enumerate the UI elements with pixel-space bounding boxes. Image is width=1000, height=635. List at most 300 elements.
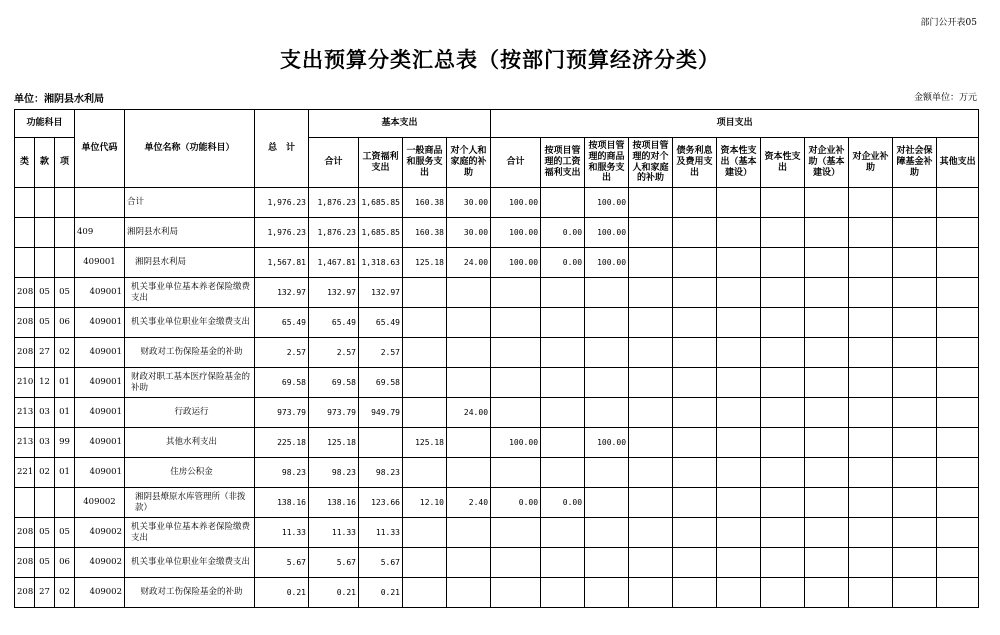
basic-salary-cell: 132.97: [359, 278, 403, 308]
proj-other-cell: [937, 488, 979, 518]
proj-capital-build-cell: [717, 278, 761, 308]
proj-social-cell: [893, 248, 937, 278]
proj-capital-cell: [761, 188, 805, 218]
proj-sum-cell: 100.00: [491, 428, 541, 458]
proj-debt-cell: [673, 368, 717, 398]
lei-cell: 208: [15, 548, 35, 578]
lei-cell: [15, 188, 35, 218]
basic-salary-header: 工资福利支出: [359, 138, 403, 188]
proj-capital-cell: [761, 398, 805, 428]
total-cell: 0.21: [255, 578, 309, 608]
proj-goods-cell: 100.00: [585, 188, 629, 218]
proj-debt-cell: [673, 428, 717, 458]
unit-code-cell: 409001: [75, 368, 125, 398]
unit-code-cell: 409001: [75, 338, 125, 368]
lei-cell: 221: [15, 458, 35, 488]
proj-other-cell: [937, 308, 979, 338]
proj-goods-cell: [585, 548, 629, 578]
proj-capital-build-header: 资本性支出（基本建设）: [717, 138, 761, 188]
proj-personal-cell: [629, 428, 673, 458]
total-cell: 1,976.23: [255, 188, 309, 218]
basic-goods-cell: 160.38: [403, 188, 447, 218]
basic-personal-cell: 30.00: [447, 188, 491, 218]
unit-code-cell: 409001: [75, 248, 125, 278]
proj-social-cell: [893, 548, 937, 578]
basic-personal-header: 对个人和家庭的补助: [447, 138, 491, 188]
unit-code-cell: 409001: [75, 458, 125, 488]
proj-debt-header: 债务利息及费用支出: [673, 138, 717, 188]
unit-name-cell: 机关事业单位基本养老保险缴费支出: [125, 518, 255, 548]
xiang-cell: [55, 488, 75, 518]
proj-other-cell: [937, 398, 979, 428]
total-cell: 1,976.23: [255, 218, 309, 248]
kuan-cell: [35, 488, 55, 518]
basic-goods-cell: [403, 518, 447, 548]
basic-salary-cell: 1,685.85: [359, 188, 403, 218]
proj-debt-cell: [673, 248, 717, 278]
proj-enterprise-build-cell: [805, 518, 849, 548]
total-cell: 11.33: [255, 518, 309, 548]
basic-personal-cell: [447, 578, 491, 608]
proj-salary-cell: [541, 428, 585, 458]
proj-personal-cell: [629, 248, 673, 278]
proj-sum-cell: [491, 458, 541, 488]
basic-sum-cell: 1,876.23: [309, 218, 359, 248]
lei-cell: 208: [15, 278, 35, 308]
proj-salary-cell: 0.00: [541, 248, 585, 278]
basic-personal-cell: [447, 338, 491, 368]
basic-goods-cell: [403, 278, 447, 308]
proj-sum-cell: [491, 278, 541, 308]
proj-enterprise-cell: [849, 578, 893, 608]
basic-salary-cell: 2.57: [359, 338, 403, 368]
proj-sum-cell: 100.00: [491, 218, 541, 248]
unit-label: 单位：湘阴县水利局: [14, 94, 104, 105]
proj-salary-cell: [541, 278, 585, 308]
xiang-cell: 99: [55, 428, 75, 458]
proj-other-cell: [937, 548, 979, 578]
proj-debt-cell: [673, 398, 717, 428]
func-subject-header: 功能科目: [15, 110, 75, 138]
proj-debt-cell: [673, 278, 717, 308]
proj-other-cell: [937, 518, 979, 548]
basic-personal-cell: [447, 548, 491, 578]
proj-sum-cell: [491, 578, 541, 608]
basic-goods-cell: [403, 578, 447, 608]
proj-enterprise-cell: [849, 488, 893, 518]
proj-social-cell: [893, 398, 937, 428]
basic-header: 基本支出: [309, 110, 491, 138]
total-cell: 98.23: [255, 458, 309, 488]
proj-personal-cell: [629, 548, 673, 578]
total-cell: 138.16: [255, 488, 309, 518]
table-row: [15, 308, 979, 338]
table-row: [15, 428, 979, 458]
basic-salary-cell: 949.79: [359, 398, 403, 428]
unit-name-cell: 机关事业单位基本养老保险缴费支出: [125, 278, 255, 308]
proj-other-cell: [937, 218, 979, 248]
unit-name-cell: 湘阴县燎原水库管理所（非拨款）: [125, 488, 255, 518]
unit-name-cell: 财政对工伤保险基金的补助: [125, 338, 255, 368]
proj-personal-header: 按项目管理的对个人和家庭的补助: [629, 138, 673, 188]
proj-social-cell: [893, 278, 937, 308]
proj-capital-cell: [761, 548, 805, 578]
proj-goods-header: 按项目管理的商品和服务支出: [585, 138, 629, 188]
proj-debt-cell: [673, 548, 717, 578]
proj-social-cell: [893, 488, 937, 518]
proj-salary-cell: 0.00: [541, 218, 585, 248]
proj-social-cell: [893, 578, 937, 608]
proj-capital-cell: [761, 218, 805, 248]
proj-enterprise-cell: [849, 338, 893, 368]
unit-name-cell: 湘阴县水利局: [125, 218, 255, 248]
xiang-cell: 02: [55, 338, 75, 368]
basic-sum-cell: 11.33: [309, 518, 359, 548]
proj-debt-cell: [673, 518, 717, 548]
proj-social-cell: [893, 218, 937, 248]
unit-code-cell: 409001: [75, 428, 125, 458]
proj-capital-build-cell: [717, 248, 761, 278]
basic-personal-cell: [447, 368, 491, 398]
total-cell: 5.67: [255, 548, 309, 578]
proj-other-cell: [937, 428, 979, 458]
proj-salary-cell: [541, 188, 585, 218]
proj-personal-cell: [629, 308, 673, 338]
proj-other-cell: [937, 578, 979, 608]
proj-sum-cell: 0.00: [491, 488, 541, 518]
proj-enterprise-cell: [849, 548, 893, 578]
proj-debt-cell: [673, 188, 717, 218]
basic-salary-cell: 1,685.85: [359, 218, 403, 248]
basic-sum-cell: 138.16: [309, 488, 359, 518]
unit-name-cell: 财政对工伤保险基金的补助: [125, 578, 255, 608]
basic-personal-cell: 24.00: [447, 248, 491, 278]
proj-personal-cell: [629, 338, 673, 368]
xiang-cell: [55, 218, 75, 248]
proj-capital-build-cell: [717, 398, 761, 428]
unit-name-cell: 其他水利支出: [125, 428, 255, 458]
proj-enterprise-build-header: 对企业补助（基本建设）: [805, 138, 849, 188]
proj-enterprise-header: 对企业补助: [849, 138, 893, 188]
xiang-cell: 01: [55, 398, 75, 428]
basic-sum-header: 合计: [309, 138, 359, 188]
proj-capital-build-cell: [717, 428, 761, 458]
proj-enterprise-cell: [849, 368, 893, 398]
proj-capital-cell: [761, 248, 805, 278]
basic-salary-cell: 1,318.63: [359, 248, 403, 278]
proj-debt-cell: [673, 488, 717, 518]
basic-personal-cell: 24.00: [447, 398, 491, 428]
proj-capital-build-cell: [717, 338, 761, 368]
lei-cell: 208: [15, 308, 35, 338]
proj-personal-cell: [629, 368, 673, 398]
proj-social-cell: [893, 188, 937, 218]
unit-name-cell: 合计: [125, 188, 255, 218]
total-cell: 69.58: [255, 368, 309, 398]
proj-enterprise-build-cell: [805, 458, 849, 488]
kuan-cell: 05: [35, 308, 55, 338]
lei-cell: [15, 218, 35, 248]
kuan-cell: 02: [35, 458, 55, 488]
proj-enterprise-cell: [849, 458, 893, 488]
kuan-cell: [35, 248, 55, 278]
proj-goods-cell: 100.00: [585, 218, 629, 248]
proj-capital-build-cell: [717, 188, 761, 218]
proj-capital-cell: [761, 488, 805, 518]
proj-capital-build-cell: [717, 308, 761, 338]
proj-goods-cell: [585, 518, 629, 548]
total-cell: 1,567.81: [255, 248, 309, 278]
proj-capital-cell: [761, 338, 805, 368]
kuan-cell: 27: [35, 578, 55, 608]
xiang-cell: 02: [55, 578, 75, 608]
proj-salary-cell: [541, 308, 585, 338]
basic-goods-cell: [403, 548, 447, 578]
proj-sum-header: 合计: [491, 138, 541, 188]
xiang-header: 项: [55, 138, 75, 188]
proj-debt-cell: [673, 218, 717, 248]
basic-personal-cell: 30.00: [447, 218, 491, 248]
proj-enterprise-cell: [849, 248, 893, 278]
kuan-cell: 05: [35, 518, 55, 548]
proj-enterprise-build-cell: [805, 578, 849, 608]
basic-goods-cell: [403, 458, 447, 488]
unit-name-cell: 住房公积金: [125, 458, 255, 488]
xiang-cell: [55, 248, 75, 278]
proj-other-cell: [937, 458, 979, 488]
proj-salary-cell: [541, 548, 585, 578]
proj-capital-header: 资本性支出: [761, 138, 805, 188]
proj-salary-cell: [541, 398, 585, 428]
basic-sum-cell: 69.58: [309, 368, 359, 398]
expenditure-table: [14, 109, 979, 608]
basic-personal-cell: [447, 518, 491, 548]
basic-salary-cell: 65.49: [359, 308, 403, 338]
proj-social-cell: [893, 518, 937, 548]
basic-goods-cell: 160.38: [403, 218, 447, 248]
proj-capital-build-cell: [717, 218, 761, 248]
table-row: [15, 338, 979, 368]
proj-goods-cell: [585, 368, 629, 398]
basic-salary-cell: 69.58: [359, 368, 403, 398]
proj-enterprise-cell: [849, 428, 893, 458]
proj-goods-cell: [585, 488, 629, 518]
basic-goods-cell: 125.18: [403, 248, 447, 278]
page-title: 支出预算分类汇总表（按部门预算经济分类）: [280, 47, 720, 72]
lei-cell: 213: [15, 398, 35, 428]
proj-debt-cell: [673, 458, 717, 488]
proj-other-header: 其他支出: [937, 138, 979, 188]
table-row: [15, 548, 979, 578]
unit-name-cell: 财政对职工基本医疗保险基金的补助: [125, 368, 255, 398]
unit-code-cell: 409002: [75, 488, 125, 518]
total-cell: 132.97: [255, 278, 309, 308]
basic-salary-cell: 123.66: [359, 488, 403, 518]
basic-sum-cell: 973.79: [309, 398, 359, 428]
proj-social-cell: [893, 308, 937, 338]
proj-debt-cell: [673, 578, 717, 608]
kuan-cell: 27: [35, 338, 55, 368]
basic-sum-cell: 65.49: [309, 308, 359, 338]
basic-sum-cell: 0.21: [309, 578, 359, 608]
proj-other-cell: [937, 188, 979, 218]
xiang-cell: [55, 188, 75, 218]
proj-enterprise-build-cell: [805, 188, 849, 218]
proj-salary-cell: [541, 518, 585, 548]
table-row: [15, 278, 979, 308]
proj-enterprise-build-cell: [805, 308, 849, 338]
proj-other-cell: [937, 338, 979, 368]
total-cell: 2.57: [255, 338, 309, 368]
xiang-cell: 06: [55, 548, 75, 578]
basic-salary-cell: 0.21: [359, 578, 403, 608]
proj-goods-cell: [585, 308, 629, 338]
proj-sum-cell: 100.00: [491, 188, 541, 218]
proj-salary-cell: [541, 458, 585, 488]
proj-capital-cell: [761, 518, 805, 548]
xiang-cell: 01: [55, 368, 75, 398]
proj-goods-cell: 100.00: [585, 428, 629, 458]
total-cell: 225.18: [255, 428, 309, 458]
proj-enterprise-build-cell: [805, 398, 849, 428]
proj-capital-build-cell: [717, 578, 761, 608]
total-cell: 65.49: [255, 308, 309, 338]
proj-debt-cell: [673, 308, 717, 338]
unit-code-cell: 409001: [75, 308, 125, 338]
proj-sum-cell: [491, 368, 541, 398]
kuan-cell: [35, 218, 55, 248]
proj-enterprise-cell: [849, 398, 893, 428]
kuan-header: 款: [35, 138, 55, 188]
proj-sum-cell: [491, 518, 541, 548]
proj-enterprise-build-cell: [805, 248, 849, 278]
basic-goods-cell: [403, 398, 447, 428]
proj-other-cell: [937, 368, 979, 398]
proj-social-cell: [893, 338, 937, 368]
basic-personal-cell: [447, 428, 491, 458]
proj-social-cell: [893, 458, 937, 488]
proj-capital-build-cell: [717, 368, 761, 398]
xiang-cell: 05: [55, 518, 75, 548]
basic-sum-cell: 125.18: [309, 428, 359, 458]
table-body: [15, 188, 979, 608]
proj-sum-cell: [491, 308, 541, 338]
proj-capital-build-cell: [717, 548, 761, 578]
proj-enterprise-cell: [849, 188, 893, 218]
proj-other-cell: [937, 278, 979, 308]
amount-unit-label: 金额单位：万元: [913, 93, 977, 103]
project-header: 项目支出: [491, 110, 979, 138]
table-row: [15, 518, 979, 548]
table-row: [15, 398, 979, 428]
proj-sum-cell: [491, 548, 541, 578]
basic-sum-cell: 1,876.23: [309, 188, 359, 218]
table-row: [15, 488, 979, 518]
basic-salary-cell: 5.67: [359, 548, 403, 578]
proj-personal-cell: [629, 458, 673, 488]
unit-code-cell: [75, 188, 125, 218]
proj-enterprise-cell: [849, 278, 893, 308]
basic-personal-cell: [447, 308, 491, 338]
proj-debt-cell: [673, 338, 717, 368]
proj-other-cell: [937, 248, 979, 278]
table-row: [15, 188, 979, 218]
lei-cell: 208: [15, 578, 35, 608]
proj-capital-cell: [761, 578, 805, 608]
unit-code-cell: 409001: [75, 278, 125, 308]
proj-sum-cell: 100.00: [491, 248, 541, 278]
table-row: [15, 578, 979, 608]
basic-goods-cell: [403, 338, 447, 368]
lei-header: 类: [15, 138, 35, 188]
kuan-cell: 05: [35, 548, 55, 578]
unit-name-cell: 行政运行: [125, 398, 255, 428]
total-cell: 973.79: [255, 398, 309, 428]
lei-cell: 213: [15, 428, 35, 458]
xiang-cell: 06: [55, 308, 75, 338]
proj-goods-cell: [585, 458, 629, 488]
basic-sum-cell: 1,467.81: [309, 248, 359, 278]
proj-enterprise-cell: [849, 308, 893, 338]
proj-personal-cell: [629, 488, 673, 518]
proj-goods-cell: [585, 278, 629, 308]
proj-capital-cell: [761, 368, 805, 398]
proj-personal-cell: [629, 578, 673, 608]
kuan-cell: 05: [35, 278, 55, 308]
report-number: 部门公开表05: [920, 18, 977, 28]
basic-sum-cell: 2.57: [309, 338, 359, 368]
lei-cell: [15, 488, 35, 518]
proj-capital-cell: [761, 458, 805, 488]
proj-capital-cell: [761, 278, 805, 308]
proj-salary-cell: [541, 338, 585, 368]
proj-capital-build-cell: [717, 488, 761, 518]
proj-social-cell: [893, 368, 937, 398]
proj-enterprise-build-cell: [805, 278, 849, 308]
proj-personal-cell: [629, 188, 673, 218]
proj-personal-cell: [629, 218, 673, 248]
lei-cell: 210: [15, 368, 35, 398]
proj-goods-cell: [585, 578, 629, 608]
unit-code-cell: 409002: [75, 548, 125, 578]
proj-personal-cell: [629, 398, 673, 428]
total-header: 总 计: [255, 110, 309, 188]
proj-personal-cell: [629, 278, 673, 308]
proj-goods-cell: 100.00: [585, 248, 629, 278]
basic-salary-cell: [359, 428, 403, 458]
unit-name-header: 单位名称（功能科目）: [125, 110, 255, 188]
unit-code-cell: 409: [75, 218, 125, 248]
proj-salary-header: 按项目管理的工资福利支出: [541, 138, 585, 188]
kuan-cell: [35, 188, 55, 218]
basic-personal-cell: 2.40: [447, 488, 491, 518]
kuan-cell: 03: [35, 428, 55, 458]
xiang-cell: 01: [55, 458, 75, 488]
proj-salary-cell: [541, 578, 585, 608]
proj-capital-cell: [761, 428, 805, 458]
proj-capital-build-cell: [717, 518, 761, 548]
basic-goods-cell: [403, 368, 447, 398]
basic-goods-cell: 12.10: [403, 488, 447, 518]
basic-salary-cell: 98.23: [359, 458, 403, 488]
basic-personal-cell: [447, 278, 491, 308]
proj-enterprise-build-cell: [805, 548, 849, 578]
unit-name-cell: 湘阴县水利局: [125, 248, 255, 278]
proj-goods-cell: [585, 398, 629, 428]
basic-goods-header: 一般商品和服务支出: [403, 138, 447, 188]
kuan-cell: 03: [35, 398, 55, 428]
proj-personal-cell: [629, 518, 673, 548]
